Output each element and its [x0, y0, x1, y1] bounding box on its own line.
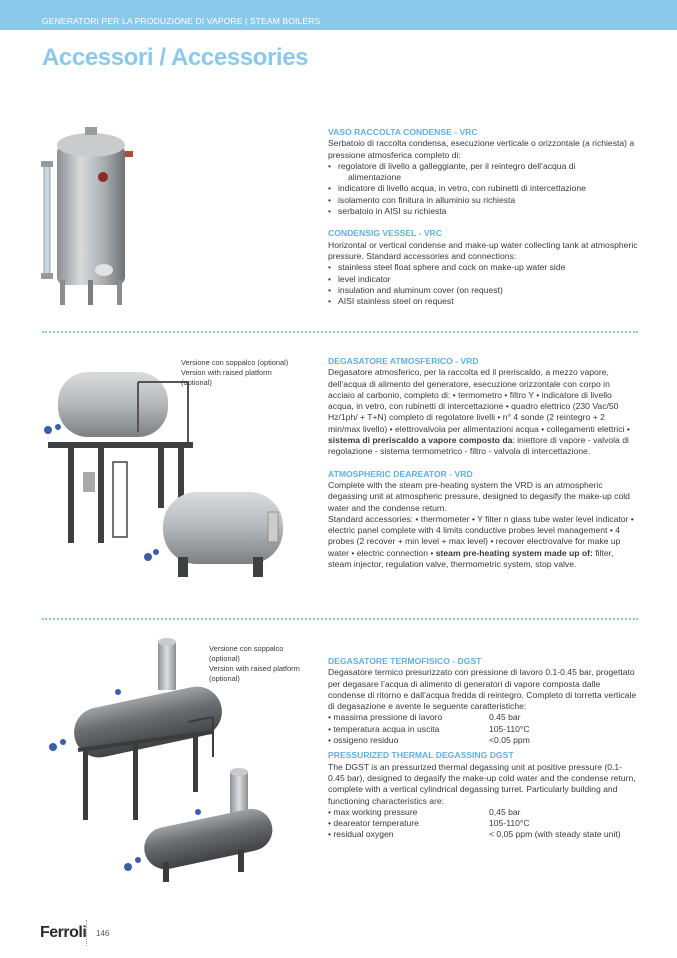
page-number: 146 — [96, 929, 110, 938]
vrd-en-heading: ATMOSPHERIC DEAREATOR - VRD — [328, 468, 473, 479]
dgst-en-text: The DGST is an pressurized thermal degassing unit at positive pressure (0.1-0.45 bar), designed to degasify the make-up cold water and the condense return, complete with a vertical cylindrical degassing turret. Particularly building and functioning characteristics are: — [328, 761, 636, 806]
vrc-en-intro: Horizontal or vertical condense and make-up water collecting tank at atmospheric pressure. Standard accessories and connections: — [328, 239, 638, 261]
list-item: • stainless steel float sphere and cock on make-up water side — [328, 262, 638, 273]
list-item: alimentazione — [348, 172, 402, 183]
list-item: • serbatoio in AISI su richiesta — [328, 206, 638, 217]
section-divider — [42, 618, 638, 620]
vrc-en-list — [328, 262, 638, 307]
spec-row: • deareator temperature 105-110°C — [328, 818, 530, 829]
dgst-it-text: Degasatore termico presurizzato con pressione di lavoro 0.1-0.45 bar, progettato per degasare l’acqua di alimento di generatori di vapore composta dalle condense di ritorno e dall’acqua fredda di reintegro. Completo di torretta verticale di degasazione e avente le seguente caratteristiche: — [328, 667, 637, 712]
vrc-vessel-illustration — [30, 125, 140, 310]
header-band-text: GENERATORI PER LA PRODUZIONE DI VAPORE | STEAM BOILERS — [42, 16, 321, 26]
spec-row: • max working pressure 0,45 bar — [328, 806, 521, 817]
vrd-caption — [181, 358, 288, 388]
vrc-it-heading: VASO RACCOLTA CONDENSE - VRC — [328, 127, 478, 137]
list-item: • insulation and aluminum cover (on request) — [328, 285, 638, 296]
vrc-it-intro: Serbatoio di raccolta condensa, esecuzione verticale o orizzontale (a richiesta) a pressione atmosferica completo di: — [328, 138, 635, 160]
footer-separator — [86, 920, 87, 946]
vrc-section — [328, 127, 638, 307]
dgst-caption — [209, 644, 300, 684]
vrd-it-text: Degasatore atmosferico, per la raccolta ed il preriscaldo, a mezzo vapore, dell’acqua di alimento del generatore, esecuzione orizzontale con corpo in acciaio al carbonio, completo di: • termometro • filtro Y • indicatore di livello acqua, in vetro, con rubinetti di intercettazione • quadro elettrico (230 Vac/50 Hz/1ph/ + T+N) completo di regolatore livelli • n° 4 sonde (2 reintegro + 2 min/max livello) • elettrovalvola per alimentazioni acqua • collegamenti elettrici • sistema di preriscaldo a vapore composto da: iniettore di vapore - valvola di regolazione - sistema termometrico - filtro - valvola di intercettazione. — [328, 367, 630, 457]
section-divider — [42, 331, 638, 333]
vrd-en-text1: Complete with the steam pre-heating system the VRD is an atmospheric degassing unit at atmospheric pressure, designed to degasify the make-up cold water and the condense return. — [328, 479, 630, 513]
vrc-it-list — [328, 161, 638, 217]
list-item: • AISI stainless steel on request — [328, 296, 638, 307]
vrc-en-heading: CONDENSIG VESSEL - VRC — [328, 228, 442, 239]
vrd-it-heading: DEGASATORE ATMOSFERICO - VRD — [328, 356, 479, 366]
ferroli-logo: Ferroli — [40, 924, 87, 941]
caption-line: Version with raised platform — [209, 664, 300, 673]
vrd-en-text2: Standard accessories: • thermometer • Y filter n glass tube water level indicator • electric panel complete with 4 limits conductive probes level management • 4 probes (2 recover + min level + max level) • recover electrovalve for make up water • electric connection • steam pre-heating system made up of: filter, steam injector, regulation valve, thermometric system, stop valve. — [328, 513, 634, 570]
dgst-section — [328, 656, 638, 841]
spec-row: • residual oxygen < 0,05 ppm (with steady state unit) — [328, 829, 621, 840]
page-title: Accessori / Accessories — [42, 44, 309, 71]
spec-row: • temperatura acqua in uscita 105-110°C — [328, 723, 530, 734]
caption-line: Versione con soppalco — [209, 644, 284, 653]
list-item: • regolatore di livello a galleggiante, per il reintegro dell’acqua di — [328, 161, 638, 172]
spec-row: • massima pressione di lavoro 0.45 bar — [328, 712, 521, 723]
list-item: • level indicator — [328, 274, 638, 285]
caption-line: Version with raised platform — [181, 368, 272, 377]
header-band — [0, 0, 677, 30]
dgst-it-heading: DEGASATORE TERMOFISICO - DGST — [328, 656, 482, 666]
list-item: • indicatore di livello acqua, in vetro, con rubinetti di intercettazione — [328, 183, 638, 194]
vrd-section — [328, 356, 638, 570]
list-item: • isolamento con finitura in alluminio su richiesta — [328, 195, 638, 206]
caption-line: (optional) — [209, 654, 240, 663]
caption-line: (optional) — [209, 674, 240, 683]
caption-line: Versione con soppalco (optional) — [181, 358, 289, 367]
caption-line: (optional) — [181, 378, 212, 387]
spec-row: • ossigeno residuo <0.05 ppm — [328, 735, 530, 746]
dgst-en-heading: PRESSURIZED THERMAL DEGASSING DGST — [328, 750, 514, 761]
